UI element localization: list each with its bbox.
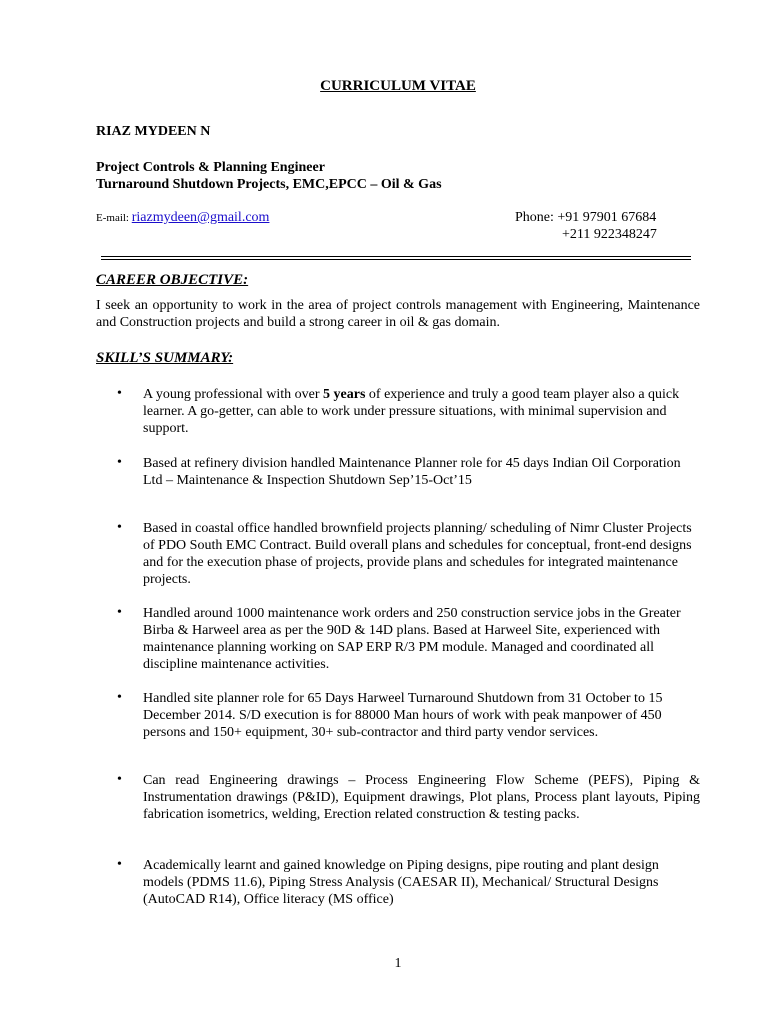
phone-secondary: +211 922348247 bbox=[562, 227, 657, 242]
email-row bbox=[96, 210, 269, 226]
header-divider-bottom bbox=[101, 259, 691, 260]
skill-item-1-post: of experience and truly a good team player also a quick learner. A go-getter, can able to work under pressure situations, with minimal supervision and support. bbox=[143, 387, 680, 436]
bullet-glyph: • bbox=[117, 520, 122, 535]
email-label: E-mail: bbox=[96, 212, 132, 224]
skill-item-4: Handled around 1000 maintenance work orders and 250 construction service jobs in the Greater Birba & Harweel area as per the 90D & 14D plans. Based at Harweel Site, experienced with maintenance planning working on SAP ERP R/3 PM module. Managed and coordinated all discipline maintenance activities. bbox=[143, 606, 681, 672]
bullet-glyph: • bbox=[117, 455, 122, 470]
job-title-line-1: Project Controls & Planning Engineer bbox=[96, 160, 325, 175]
skills-summary-heading: SKILL’S SUMMARY: bbox=[96, 350, 234, 366]
skill-item-2: Based at refinery division handled Maintenance Planner role for 45 days Indian Oil Corporation Ltd – Maintenance & Inspection Shutdown Sep’15-Oct’15 bbox=[143, 456, 681, 488]
email-link[interactable]: riazmydeen@gmail.com bbox=[131, 210, 270, 225]
candidate-name: RIAZ MYDEEN N bbox=[96, 124, 211, 139]
header-divider-top bbox=[101, 256, 691, 257]
career-objective-text: I seek an opportunity to work in the area of project controls management with Engineering, Maintenance and Construction projects and build a strong career in oil & gas domain. bbox=[96, 298, 700, 330]
skill-item-7: Academically learnt and gained knowledge on Piping designs, pipe routing and plant design models (PDMS 11.6), Piping Stress Analysis (CAESAR II), Mechanical/ Structural Designs (AutoCAD R14), Office literacy (MS office) bbox=[143, 858, 659, 907]
skill-item-1 bbox=[143, 386, 700, 437]
page-number: 1 bbox=[394, 956, 402, 971]
job-title-line-2: Turnaround Shutdown Projects, EMC,EPCC – Oil & Gas bbox=[96, 177, 442, 192]
skill-item-5: Handled site planner role for 65 Days Harweel Turnaround Shutdown from 31 October to 15 December 2014. S/D execution is for 88000 Man hours of work with peak manpower of 450 persons and 150+ equipment, 30+ sub-contractor and third party vendor services. bbox=[143, 691, 663, 740]
skill-item-6: Can read Engineering drawings – Process Engineering Flow Scheme (PEFS), Piping & Instrumentation drawings (P&ID), Equipment drawings, Plot plans, Process plant layouts, Piping fabrication isometrics, welding, Erection related construction & testing packs. bbox=[143, 773, 700, 822]
bullet-glyph: • bbox=[117, 386, 122, 401]
bullet-glyph: • bbox=[117, 690, 122, 705]
bullet-glyph: • bbox=[117, 605, 122, 620]
bullet-glyph: • bbox=[117, 772, 122, 787]
skill-item-1-pre: A young professional with over bbox=[143, 387, 324, 402]
document-title: CURRICULUM VITAE bbox=[320, 78, 476, 94]
phone-primary: Phone: +91 97901 67684 bbox=[515, 210, 657, 225]
skill-item-3: Based in coastal office handled brownfield projects planning/ scheduling of Nimr Cluster Projects of PDO South EMC Contract. Build overall plans and schedules for conceptual, front-end designs and for the execution phase of projects, provide plans and schedules for integrated maintenance projects. bbox=[143, 521, 692, 587]
bullet-glyph: • bbox=[117, 857, 122, 872]
skill-item-1-bold: 5 years bbox=[323, 387, 366, 402]
career-objective-heading: CAREER OBJECTIVE: bbox=[96, 272, 249, 288]
